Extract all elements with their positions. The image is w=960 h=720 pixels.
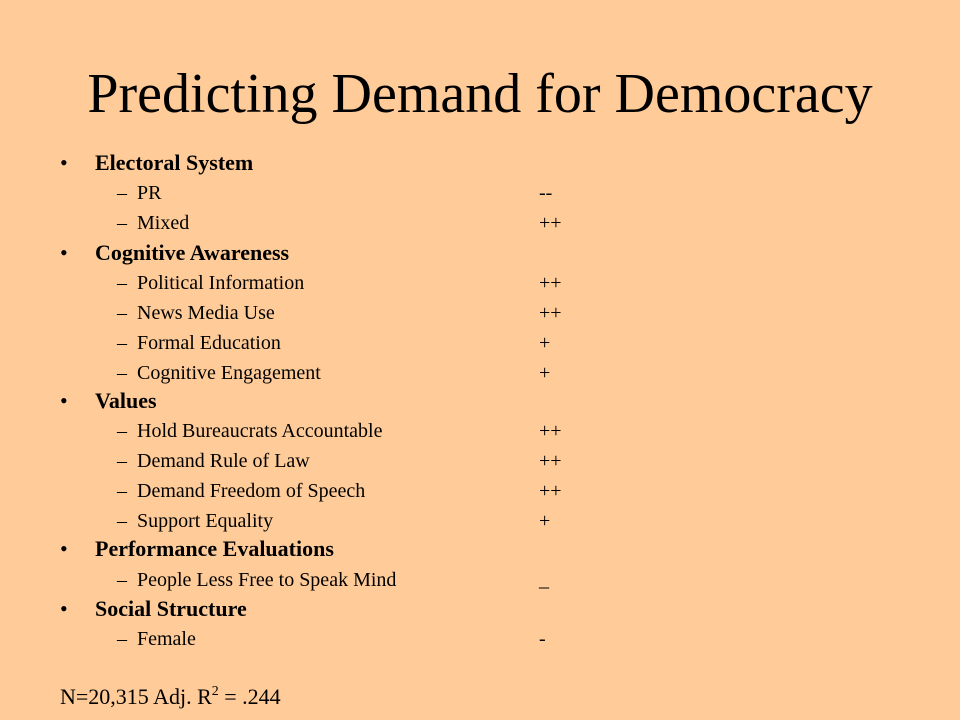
dash-icon: – [117,302,127,324]
effect-sign: - [539,628,546,650]
predictor-row [0,328,960,358]
dash-icon: – [117,480,127,502]
predictor-row [0,565,960,595]
dash-icon: – [117,510,127,532]
bullet-icon: • [60,150,68,175]
effect-sign: ++ [539,420,562,442]
predictor-row [0,506,960,536]
effect-sign: + [539,510,551,532]
effect-sign: ++ [539,212,562,234]
predictor-label: Political Information [137,272,305,294]
effect-sign: + [539,362,551,384]
dash-icon: – [117,420,127,442]
section-heading-row [0,386,960,416]
section-heading: Values [95,388,157,413]
bullet-icon: • [60,240,68,265]
predictor-label: Demand Freedom of Speech [137,480,366,502]
predictor-row [0,476,960,506]
predictor-row [0,178,960,208]
bullet-icon: • [60,596,68,621]
section-heading-row [0,148,960,178]
predictor-label: People Less Free to Speak Mind [137,569,397,591]
dash-icon: – [117,332,127,354]
slide-title: Predicting Demand for Democracy [87,63,873,125]
predictor-label: Female [137,628,196,650]
section-heading: Electoral System [95,150,254,175]
predictor-label: Hold Bureaucrats Accountable [137,420,383,442]
section-heading: Performance Evaluations [95,536,334,561]
predictor-label: Formal Education [137,332,281,354]
predictor-label: Cognitive Engagement [137,362,321,384]
predictor-label: Demand Rule of Law [137,450,310,472]
footer-prefix: N=20,315 Adj. R [60,684,212,709]
predictor-label: PR [137,182,162,204]
dash-icon: – [117,628,127,650]
predictor-label: Mixed [137,212,190,234]
predictor-row [0,268,960,298]
bullet-icon: • [60,536,68,561]
effect-sign: + [539,332,551,354]
dash-icon: – [117,182,127,204]
effect-sign: -- [539,182,553,204]
predictor-label: Support Equality [137,510,274,532]
predictor-row [0,298,960,328]
section-heading: Cognitive Awareness [95,240,290,265]
section-heading-row [0,594,960,624]
predictor-label: News Media Use [137,302,275,324]
predictor-row [0,208,960,238]
dash-icon: – [117,569,127,591]
section-heading-row [0,238,960,268]
predictor-row [0,416,960,446]
dash-icon: – [117,272,127,294]
predictor-row [0,446,960,476]
predictor-row [0,358,960,388]
footer-suffix: = .244 [218,684,281,709]
effect-sign: ++ [539,302,562,324]
effect-sign: _ [539,569,549,591]
model-statistics [60,682,281,712]
r-squared-superscript: 2 [211,684,219,699]
effect-sign: ++ [539,480,562,502]
dash-icon: – [117,212,127,234]
bullet-icon: • [60,388,68,413]
predictor-row [0,624,960,654]
section-heading-row [0,534,960,564]
effect-sign: ++ [539,272,562,294]
section-heading: Social Structure [95,596,247,621]
effect-sign: ++ [539,450,562,472]
dash-icon: – [117,362,127,384]
dash-icon: – [117,450,127,472]
